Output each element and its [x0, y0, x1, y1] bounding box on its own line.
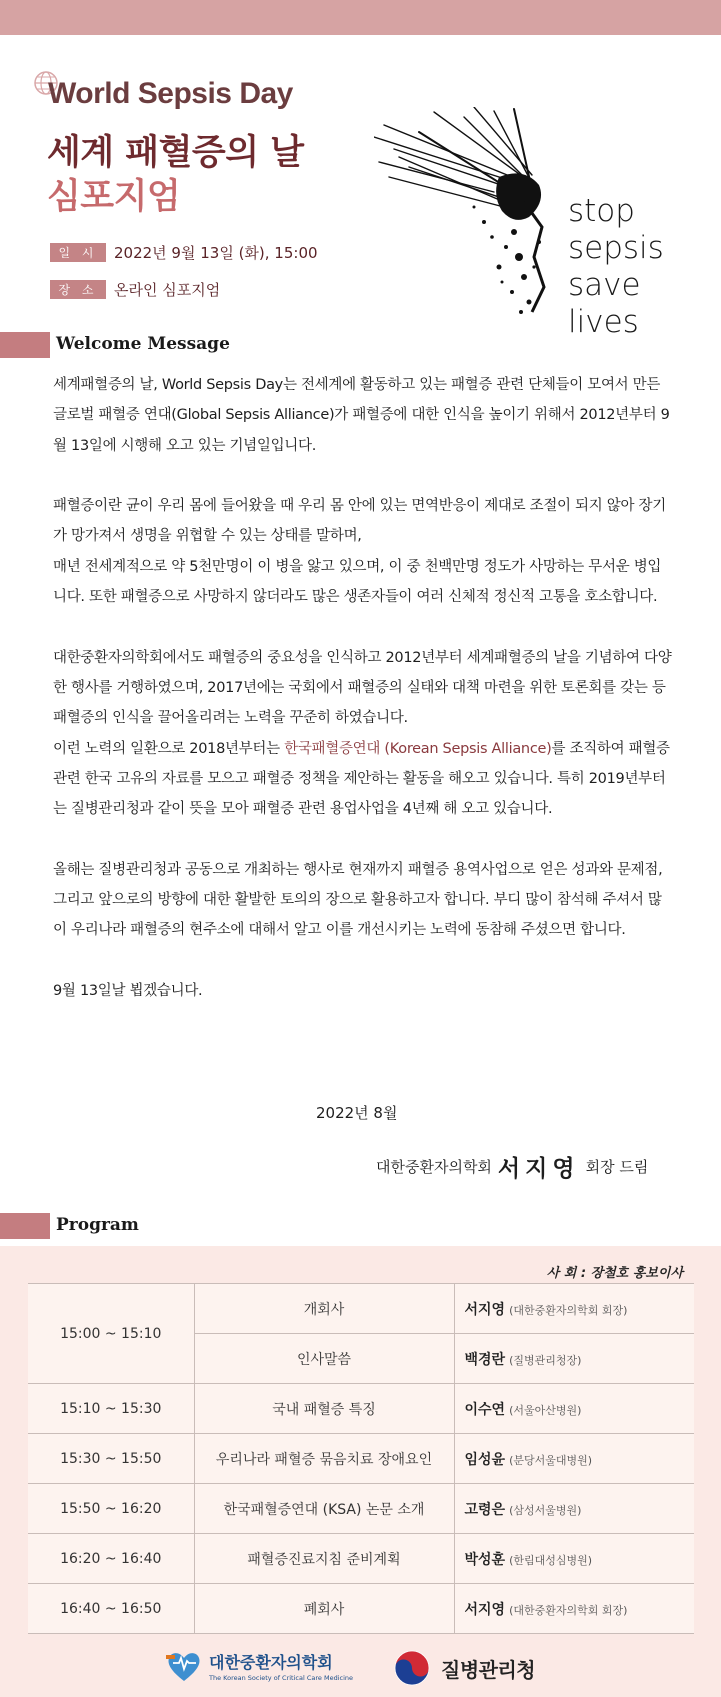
speaker-affiliation: (서울아산병원) — [509, 1403, 582, 1417]
paragraph — [53, 734, 673, 825]
date-row — [50, 241, 318, 263]
speaker-cell — [454, 1534, 694, 1584]
speaker-affiliation: (질병관리청장) — [509, 1353, 582, 1367]
speaker-cell — [454, 1434, 694, 1484]
event-title-en: World Sepsis Day — [48, 77, 293, 110]
section-accent-bar — [0, 332, 50, 358]
speaker-name: 임성윤 — [464, 1451, 506, 1468]
stop-sepsis-splatter-logo — [374, 107, 574, 317]
topic-cell: 개회사 — [194, 1284, 454, 1334]
heart-shield-icon — [165, 1649, 203, 1683]
paragraph-text: 이런 노력의 일환으로 2018년부터는 — [53, 740, 285, 757]
speaker-cell — [454, 1334, 694, 1384]
ksa-highlight: 한국패혈증연대 (Korean Sepsis Alliance) — [284, 740, 552, 757]
speaker-name: 이수연 — [464, 1401, 506, 1418]
speaker-affiliation: (삼성서울병원) — [509, 1503, 582, 1517]
table-row — [28, 1534, 694, 1584]
table-row — [28, 1284, 694, 1334]
time-cell: 15:30 ~ 15:50 — [28, 1434, 194, 1484]
paragraph: 9월 13일날 뵙겠습니다. — [53, 982, 203, 999]
signature-name: 서지영 — [497, 1155, 580, 1182]
topic-cell: 인사말씀 — [194, 1334, 454, 1384]
slogan-line: lives — [568, 304, 639, 340]
table-row — [28, 1434, 694, 1484]
welcome-message — [53, 370, 673, 1006]
kdca-name: 질병관리청 — [441, 1657, 536, 1682]
topic-cell: 패혈증진료지침 준비계획 — [194, 1534, 454, 1584]
signature-suffix: 회장 드림 — [585, 1158, 649, 1176]
paragraph: 패혈증이란 균이 우리 몸에 들어왔을 때 우리 몸 안에 있는 면역반응이 제대로 조절이 되지 않아 장기가 망가져서 생명을 위협할 수 있는 상태를 말하며, — [53, 498, 666, 545]
taegeuk-icon — [393, 1649, 431, 1687]
signature-org: 대한중환자의학회 — [376, 1158, 492, 1176]
topic-cell: 한국패혈증연대 (KSA) 논문 소개 — [194, 1484, 454, 1534]
header — [0, 35, 721, 340]
speaker-affiliation: (분당서울대병원) — [509, 1453, 593, 1467]
speaker-name: 서지영 — [464, 1601, 506, 1618]
table-row — [28, 1384, 694, 1434]
letter-date: 2022년 8월 — [316, 1104, 398, 1122]
place-row — [50, 278, 220, 300]
date-value: 2022년 9월 13일 (화), 15:00 — [114, 243, 318, 262]
time-cell: 15:00 ~ 15:10 — [28, 1284, 194, 1384]
kscc-text — [209, 1650, 353, 1682]
kscc-name-en: The Korean Society of Critical Care Medicine — [209, 1674, 353, 1682]
speaker-cell — [454, 1384, 694, 1434]
speaker-name: 서지영 — [464, 1301, 506, 1318]
table-row — [28, 1584, 694, 1634]
slogan-line: stop — [568, 193, 635, 229]
program-section-header — [0, 1213, 721, 1239]
program-title: Program — [56, 1215, 139, 1235]
speaker-name: 고령은 — [464, 1501, 506, 1518]
section-accent-bar — [0, 1213, 50, 1239]
place-value: 온라인 심포지엄 — [114, 280, 221, 299]
kscc-logo — [165, 1649, 353, 1683]
speaker-cell — [454, 1584, 694, 1634]
signature — [376, 1150, 648, 1183]
event-subtitle-ko: 심포지엄 — [47, 177, 181, 217]
welcome-section-header — [0, 332, 721, 358]
time-cell: 16:40 ~ 16:50 — [28, 1584, 194, 1634]
time-cell: 15:10 ~ 15:30 — [28, 1384, 194, 1434]
topic-cell: 국내 패혈증 특징 — [194, 1384, 454, 1434]
speaker-cell — [454, 1484, 694, 1534]
speaker-cell — [454, 1284, 694, 1334]
table-row — [28, 1484, 694, 1534]
topic-cell: 우리나라 패혈증 묶음치료 장애요인 — [194, 1434, 454, 1484]
time-cell: 16:20 ~ 16:40 — [28, 1534, 194, 1584]
speaker-name: 박성훈 — [464, 1551, 506, 1568]
speaker-name: 백경란 — [464, 1351, 506, 1368]
paragraph-text: 를 조직하여 패혈증 관련 한국 고유의 자료를 모으고 패혈증 정책을 제안하는 활동을 해오고 있습니다. 특히 2019년부터는 질병관리청과 같이 뜻을 모아 패혈증 관련 용업사업을 4년째 해 오고 있습니다. — [53, 740, 670, 818]
paragraph: 매년 전세계적으로 약 5천만명이 이 병을 앓고 있으며, 이 중 천백만명 정도가 사망하는 무서운 병입니다. 또한 패혈증으로 사망하지 않더라도 많은 생존자들이 여러 신체적 정신적 고통을 호소합니다. — [53, 558, 662, 606]
speaker-affiliation: (대한중환자의학회 회장) — [509, 1303, 628, 1317]
topic-cell: 폐회사 — [194, 1584, 454, 1634]
paragraph: 올해는 질병관리청과 공동으로 개최하는 행사로 현재까지 패혈증 용역사업으로 얻은 성과와 문제점, 그리고 앞으로의 방향에 대한 활발한 토의의 장으로 활용하고자 합니다. 부디 많이 참석해 주셔서 많이 우리나라 패혈증의 현주소에 대해서 알고 이를 개선시키는 노력에 동참해 주셨으면 합니다. — [53, 861, 663, 939]
speaker-affiliation: (대한중환자의학회 회장) — [509, 1603, 628, 1617]
paragraph: 대한중환자의학회에서도 패혈증의 중요성을 인식하고 2012년부터 세계패혈증의 날을 기념하여 다양한 행사를 거행하였으며, 2017년에는 국회에서 패혈증의 실태와 대책 마련을 위한 토론회를 갖는 등 패혈증의 인식을 끌어올리려는 노력을 꾸준히 하였습니다. — [53, 649, 672, 727]
speaker-affiliation: (한림대성심병원) — [509, 1553, 593, 1567]
mc-note: 사 회 : 장철호 홍보이사 — [546, 1266, 683, 1281]
program-table — [28, 1283, 694, 1634]
time-cell: 15:50 ~ 16:20 — [28, 1484, 194, 1534]
event-title-ko: 세계 패혈증의 날 — [47, 133, 304, 173]
date-label: 일 시 — [50, 243, 106, 262]
program-area — [0, 1246, 721, 1697]
kscc-name-ko: 대한중환자의학회 — [209, 1653, 333, 1672]
kdca-logo — [393, 1649, 535, 1687]
welcome-title: Welcome Message — [56, 334, 230, 354]
place-label: 장 소 — [50, 280, 106, 299]
slogan-line: save — [568, 267, 641, 303]
top-bar — [0, 0, 721, 35]
slogan-line: sepsis — [568, 230, 664, 266]
stop-sepsis-slogan — [568, 193, 664, 341]
paragraph: 세계패혈증의 날, World Sepsis Day는 전세계에 활동하고 있는 패혈증 관련 단체들이 모여서 만든글로벌 패혈증 연대(Global Sepsis Alliance)가 패혈증에 대한 인식을 높이기 위해서 2012년부터 9월 13일에 시행해 오고 있는 기념일입니다. — [53, 377, 670, 454]
footer-logos — [0, 1641, 721, 1691]
